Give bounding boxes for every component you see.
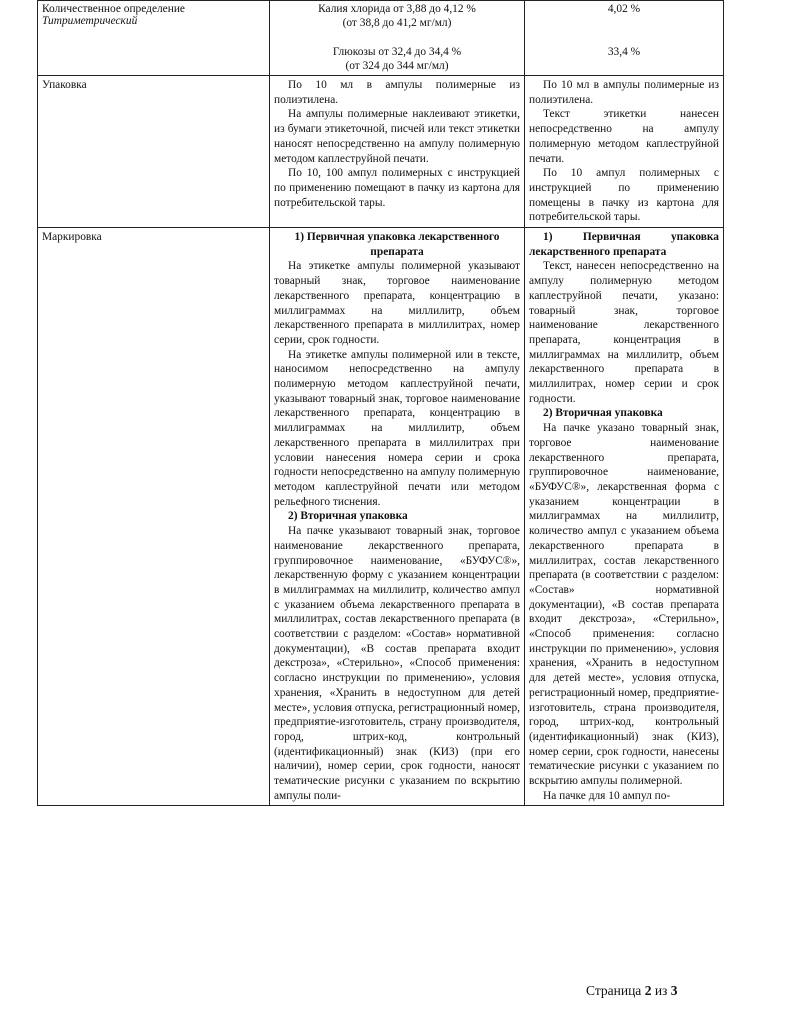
spec-paragraph: На этикетке ампулы полимерной указывают товарный знак, торговое наименование лекарственного препарата, концентрацию в миллиграммах на миллилитр, объем лекарственного препарата в миллилитрах, номер серии, срок годности. xyxy=(274,260,520,346)
glucose-result: 33,4 % xyxy=(607,45,641,58)
spec-paragraph: По 10, 100 ампул полимерных с инструкцией по применению помещают в пачку из картона для потребительской тары. xyxy=(274,167,520,209)
kcl-range: (от 38,8 до 41,2 мг/мл) xyxy=(342,16,452,29)
result-paragraph: На пачке для 10 ампул по- xyxy=(543,789,671,802)
spec-cell xyxy=(270,1,525,76)
page-word: Страница xyxy=(586,983,642,998)
spec-cell xyxy=(270,228,525,806)
result-paragraph: На пачке указано товарный знак, торговое наименование лекарственного препарата, группировочное наименование, «БУФУС®», лекарственная форма с указанием концентрации в миллиграммах на миллилитр, количество ампул с указанием объема лекарственного препарата в миллилитрах, состав лекарственного препарата (в соответствии с разделом: «Состав» нормативной документации), «В состав препарата входит декстроза», «Стерильно», «Способ применения: согласно инструкции по применению», условия хранения, «Хранить в недоступном для детей месте», условия отпуска, регистрационный номер, предприятие-изготовитель, страна производителя, город, штрих-код, контрольный (идентификационный) знак (КИЗ), номер серии, срок годности, нанесены тематические рисунки с указанием по вскрытию ампулы полимерной. xyxy=(529,422,719,788)
spec-paragraph: На ампулы полимерные наклеивают этикетки, из бумаги этикеточной, писчей или текст этикетки наносят непосредственно на ампулу полимерную методом каплеструйной печати. xyxy=(274,108,520,165)
spec-cell xyxy=(270,76,525,228)
spec-heading: 2) Вторичная упаковка xyxy=(288,510,408,523)
result-paragraph: Текст, нанесен непосредственно на ампулу полимерную методом каплеструйной печати, указано: товарный знак, торговое наименование лекарственного препарата, концентрация в миллиграммах на миллилитр, объем лекарственного препарата в миллилитрах, номер серии и срок годности. xyxy=(529,260,719,405)
kcl-result: 4,02 % xyxy=(607,3,641,15)
page-separator: из xyxy=(654,983,668,998)
row-label: Маркировка xyxy=(42,231,102,244)
row-label-cell xyxy=(38,228,270,806)
row-label-cell xyxy=(38,1,270,76)
method-label: Титриметрический xyxy=(42,15,138,27)
spec-paragraph: На этикетке ампулы полимерной или в тексте, наносимом непосредственно на ампулу полимерную методом каплеструйной печати, указывают товарный знак, торговое наименование лекарственного препарата, концентрацию в миллиграммах на миллилитр, объем лекарственного препарата в миллилитрах при условии нанесения номера серии и срока годности непосредственно на ампулу полимерную методом каплеструйной печати или методом рельефного тиснения. xyxy=(274,348,520,508)
result-cell xyxy=(525,76,724,228)
result-heading: 2) Вторичная упаковка xyxy=(543,407,663,420)
spec-heading: 1) Первичная упаковка лекарственного препарата xyxy=(294,231,500,258)
specification-table xyxy=(37,0,724,806)
result-heading: 1) Первичная упаковка лекарственного препарата xyxy=(529,231,719,258)
table-row-quantitative xyxy=(38,1,724,76)
page-number xyxy=(586,983,678,999)
kcl-spec: Калия хлорида от 3,88 до 4,12 % xyxy=(318,3,476,15)
page-total: 3 xyxy=(670,983,678,998)
row-label-cell xyxy=(38,76,270,228)
glucose-range: (от 324 до 344 мг/мл) xyxy=(345,59,449,72)
result-cell xyxy=(525,228,724,806)
result-paragraph: По 10 мл в ампулы полимерные из полиэтилена. xyxy=(529,79,719,106)
result-paragraph: По 10 ампул полимерных с инструкцией по применению помещены в пачку из картона для потребительской тары. xyxy=(529,167,719,224)
row-label: Количественное определение xyxy=(42,3,185,15)
spec-paragraph: По 10 мл в ампулы полимерные из полиэтилена. xyxy=(274,79,520,106)
table-row-marking xyxy=(38,228,724,806)
spec-paragraph: На пачке указывают товарный знак, торговое наименование лекарственного препарата, группировочное наименование, «БУФУС®», лекарственную форму с указанием концентрации в миллиграммах на миллилитр, количество ампул с указанием объема лекарственного препарата в миллилитрах, состав лекарственного препарата (в соответствии с разделом: «Состав» нормативной документации), «В состав препарата входит декстроза», «Стерильно», «Способ применения: согласно инструкции по применению», условия хранения, «Хранить в недоступном для детей месте», условия отпуска, регистрационный номер, предприятие-изготовитель, страну производителя, город, штрих-код, контрольный (идентификационный) знак (КИЗ) (при его наличии), номер серии, срок годности, наносят тематические рисунки с указанием по вскрытию ампулы поли- xyxy=(274,525,520,802)
glucose-spec: Глюкозы от 32,4 до 34,4 % xyxy=(332,46,462,58)
row-label: Упаковка xyxy=(42,79,87,91)
page-current: 2 xyxy=(644,983,652,998)
result-cell xyxy=(525,1,724,76)
table-row-packaging xyxy=(38,76,724,228)
result-paragraph: Текст этикетки нанесен непосредственно на ампулу полимерную методом каплеструйной печати. xyxy=(529,108,719,165)
